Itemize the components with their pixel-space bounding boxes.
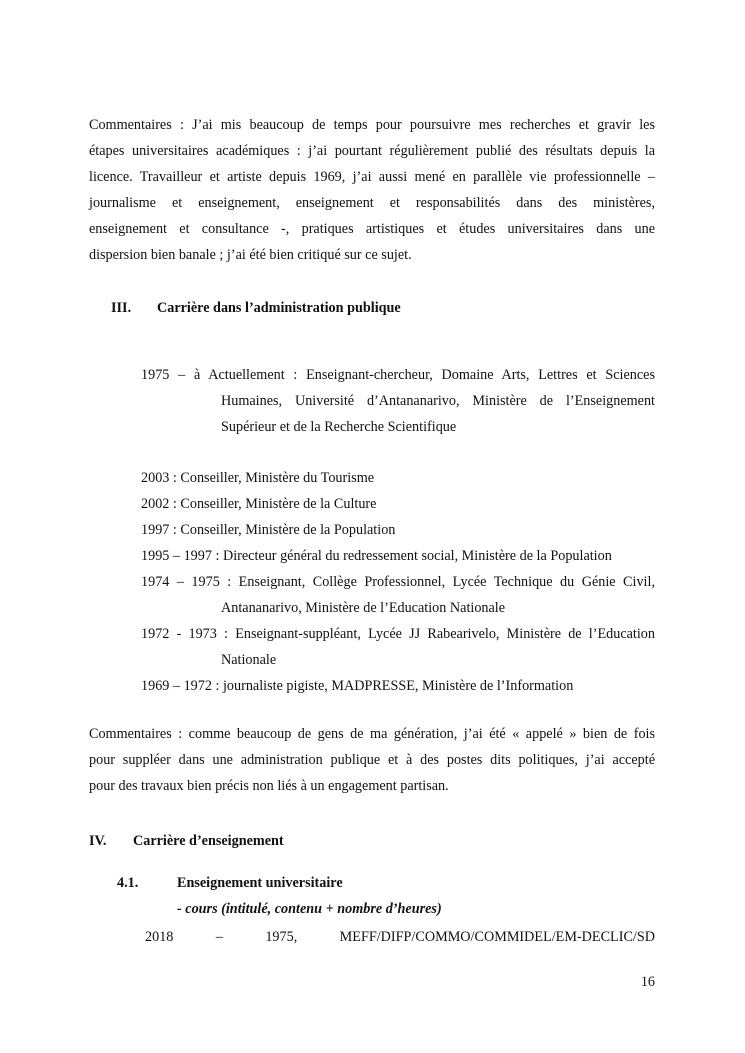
section-4-number: IV. — [89, 833, 107, 849]
comment-paragraph-2 — [89, 721, 655, 799]
section-4-1-subtitle: - cours (intitulé, contenu + nombre d’heures) — [177, 901, 442, 917]
section-4-1-title: Enseignement universitaire — [177, 875, 343, 891]
list-item: 1997 : Conseiller, Ministère de la Population — [141, 522, 396, 538]
career-entry-main — [141, 362, 655, 440]
section-4-1-number: 4.1. — [117, 875, 139, 891]
page-number: 16 — [640, 974, 655, 990]
list-item: 1969 – 1972 : journaliste pigiste, MADPRESSE, Ministère de l’Information — [141, 678, 574, 694]
list-item-continuation: Nationale — [221, 652, 277, 668]
list-item: 2002 : Conseiller, Ministère de la Culture — [141, 496, 377, 512]
text-line: 2018 – 1975, MEFF/DIFP/COMMO/COMMIDEL/EM-DECLIC/SD — [145, 929, 655, 945]
section-3-title: Carrière dans l’administration publique — [157, 300, 401, 316]
text-line: Humaines, Université d’Antananarivo, Ministère de l’Enseignement — [221, 393, 655, 409]
text-line: journalisme et enseignement, enseignement et responsabilités dans des ministères, — [89, 195, 655, 211]
text-line: enseignement et consultance -, pratiques artistiques et études universitaires dans une — [89, 221, 655, 237]
comment-paragraph-1 — [89, 112, 655, 268]
list-item: 1974 – 1975 : Enseignant, Collège Professionnel, Lycée Technique du Génie Civil, — [141, 574, 655, 590]
list-item: 1972 - 1973 : Enseignant-suppléant, Lycée JJ Rabearivelo, Ministère de l’Education — [141, 626, 655, 642]
text-line: dispersion bien banale ; j’ai été bien critiqué sur ce sujet. — [89, 247, 412, 263]
text-line: pour des travaux bien précis non liés à un engagement partisan. — [89, 778, 449, 794]
section-3-number: III. — [111, 300, 132, 316]
section-4-1-line — [145, 927, 655, 947]
text-line: Commentaires : J’ai mis beaucoup de temps pour poursuivre mes recherches et gravir les — [89, 117, 655, 133]
list-item: 2003 : Conseiller, Ministère du Tourisme — [141, 470, 375, 486]
list-item-continuation: Antananarivo, Ministère de l’Education Nationale — [221, 600, 506, 616]
text-line: 1975 – à Actuellement : Enseignant-chercheur, Domaine Arts, Lettres et Sciences — [141, 367, 655, 383]
text-line: licence. Travailleur et artiste depuis 1969, j’ai aussi mené en parallèle vie professionnelle – — [89, 169, 655, 185]
text-line: Supérieur et de la Recherche Scientifique — [221, 419, 457, 435]
text-line: Commentaires : comme beaucoup de gens de ma génération, j’ai été « appelé » bien de fois — [89, 726, 655, 742]
text-line: étapes universitaires académiques : j’ai pourtant régulièrement publié des résultats depuis la — [89, 143, 655, 159]
text-line: pour suppléer dans une administration publique et à des postes dits politiques, j’ai accepté — [89, 752, 655, 768]
list-item: 1995 – 1997 : Directeur général du redressement social, Ministère de la Population — [141, 548, 612, 564]
career-list — [141, 465, 655, 699]
section-4-title: Carrière d’enseignement — [133, 833, 284, 849]
